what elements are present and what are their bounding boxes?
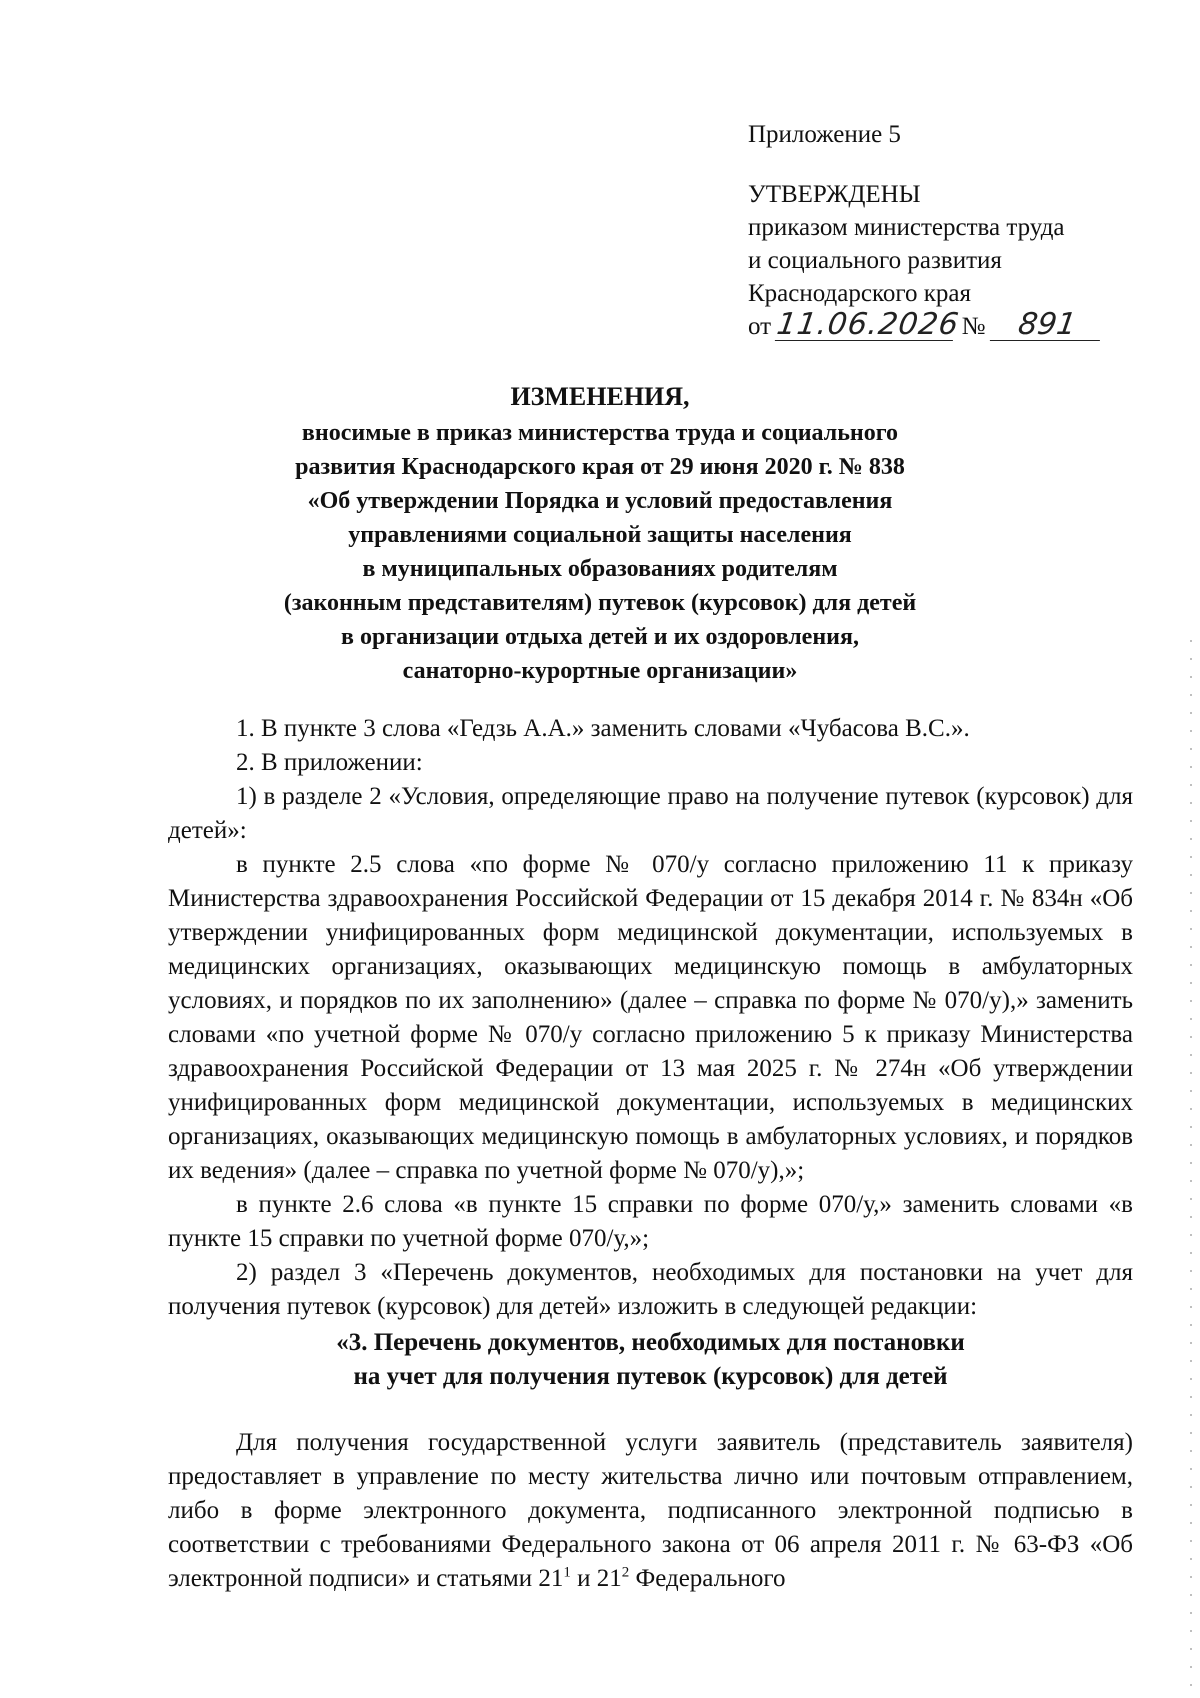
section-3-heading-line-2: на учет для получения путевок (курсовок) для детей [353,1363,948,1390]
document-heading [150,380,1050,688]
handwritten-order-date: 11.06.2026 [775,307,962,342]
paragraph-7 [168,1426,1133,1596]
section-3-heading-line-1: «3. Перечень документов, необходимых для постановки [336,1329,965,1356]
heading-line-7: в организации отдыха детей и их оздоровления, [341,624,859,650]
paragraph-5: в пункте 2.6 слова «в пункте 15 справки по форме 070/у,» заменить словами «в пункте 15 справки по учетной форме 070/у,»; [168,1191,1133,1252]
date-prefix: от [748,313,772,340]
heading-line-4: управлениями социальной защиты населения [348,522,852,548]
paragraph-3: 1) в разделе 2 «Условия, определяющие право на получение путевок (курсовок) для детей»: [168,783,1133,844]
approval-line-2: и социального развития [748,247,1002,274]
scan-edge-marks [1190,640,1192,1690]
paragraph-6: 2) раздел 3 «Перечень документов, необходимых для постановки на учет для получения путевок (курсовок) для детей» изложить в следующей редакции: [168,1259,1133,1320]
appendix-label: Приложение 5 [748,121,901,148]
approval-line-3: Краснодарского края [748,280,971,307]
paragraph-7-end: Федерального [629,1565,786,1592]
paragraph-1: 1. В пункте 3 слова «Гедзь А.А.» заменить словами «Чубасова В.С.». [236,715,970,742]
handwritten-order-number: 891 [990,310,1104,341]
approval-block [748,118,1102,343]
approved-label: УТВЕРЖДЕНЫ [748,181,921,208]
heading-title: ИЗМЕНЕНИЯ, [510,382,690,411]
article-superscript-2: 2 [621,1564,630,1581]
paragraph-4: в пункте 2.5 слова «по форме № 070/у согласно приложению 11 к приказу Министерства здравоохранения Российской Федерации от 15 декабря 2014 г. № 834н «Об утверждении унифицированных форм медицинской документации, используемых в медицинских организациях, оказывающих медицинскую помощь в амбулаторных условиях, и порядков по их заполнению» (далее – справка по форме № 070/у),» заменить словами «по учетной форме № 070/у согласно приложению 5 к приказу Министерства здравоохранения Российской Федерации от 13 мая 2025 г. № 274н «Об утверждении унифицированных форм медицинской документации, используемых в медицинских организациях, оказывающих медицинскую помощь в амбулаторных условиях, и порядков их ведения» (далее – справка по учетной форме № 070/у),»; [168,851,1133,1184]
paragraph-7-text: Для получения государственной услуги заявитель (представитель заявителя) предоставляет в управление по месту жительства лично или почтовым отправлением, либо в форме электронного документа, подписанного электронной подписью в соответствии с требованиями Федерального закона от 06 апреля 2011 г. № 63-ФЗ «Об электронной подписи» и статьями 21 [168,1429,1133,1592]
heading-line-1: вносимые в приказ министерства труда и социального [301,420,899,446]
heading-line-2: развития Краснодарского края от 29 июня 2020 г. № 838 [295,454,905,480]
heading-line-3: «Об утверждении Порядка и условий предоставления [307,488,893,514]
spacer [168,1394,1133,1426]
approval-line-1: приказом министерства труда [748,214,1065,241]
paragraph-7-and: и 21 [570,1565,622,1592]
heading-line-6: (законным представителям) путевок (курсовок) для детей [283,590,917,616]
heading-line-8: санаторно-курортные организации» [402,658,798,684]
heading-line-5: в муниципальных образованиях родителям [362,556,838,582]
article-superscript-1: 1 [563,1564,571,1581]
order-date-number-line [748,307,1102,343]
paragraph-2: 2. В приложении: [236,749,423,776]
number-prefix: № [961,313,986,340]
document-body [168,712,1133,1596]
